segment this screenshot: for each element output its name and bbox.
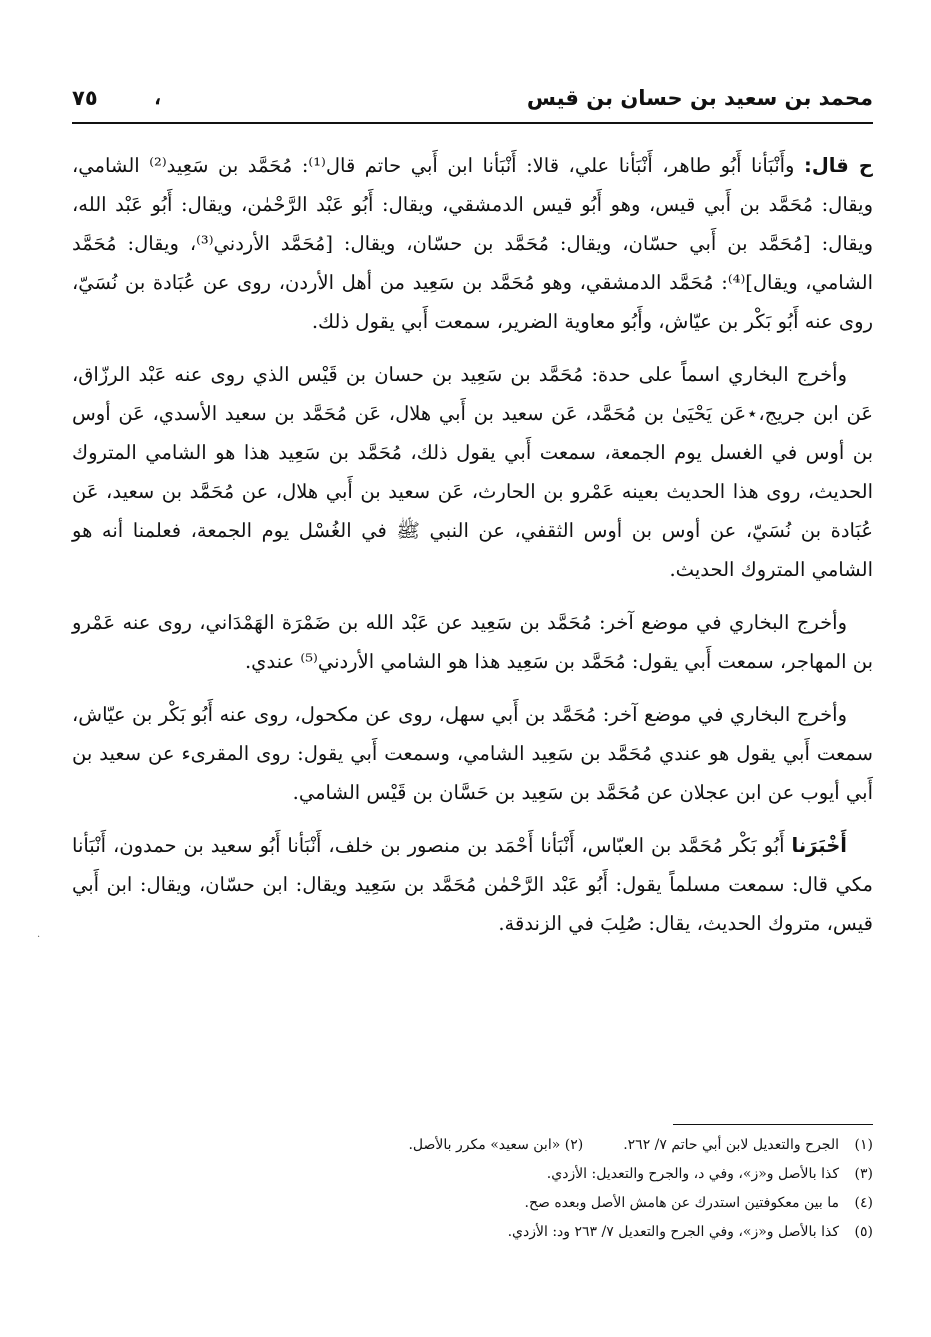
paragraph-text: أَبُو بَكْر مُحَمَّد بن العبّاس، أَنْبَأنا أَحْمَد بن منصور بن خلف، أَنْبَأنا أَبُو سعيد بن حمدون، أَنْبَأنا مكي قال: سمعت مسلماً يقول: أَبُو عَبْد الرَّحْمٰن مُحَمَّد بن سَعِيد ويقال: ابن حسّان، ويقال: ابن أَبي قيس، متروك الحديث، يقال: صُلِبَ في الزندقة. [72,834,873,935]
footnote-text: ما بين معكوفتين استدرك عن هامش الأصل وبعده صح. [524,1195,839,1211]
header-divider [72,122,873,124]
paragraph-3 [72,603,873,681]
footnote-4 [72,1189,873,1218]
footnote-text: كذا بالأصل و«ز»، وفي د، والجرح والتعديل: الأزدي. [546,1166,839,1182]
paragraph-1 [72,146,873,341]
paragraph-text: وأَنْبَأنا أَبُو طاهر، أَنْبَأنا علي، قالا: أَنْبَأنا ابن أَبي حاتم قال⁽¹⁾: مُحَمَّد بن سَعِيد⁽²⁾ الشامي، ويقال: مُحَمَّد بن أَبي قيس، وهو أَبُو قيس الدمشقي، ويقال: أَبُو عَبْد الرَّحْمٰن، ويقال: أَبُو عَبْد الله، ويقال: [مُحَمَّد بن أَبي حسّان، ويقال: مُحَمَّد بن حسّان، ويقال: [مُحَمَّد الأردني⁽³⁾، ويقال: مُحَمَّد الشامي، ويقال]⁽⁴⁾: مُحَمَّد الدمشقي، وهو مُحَمَّد بن سَعِيد من أهل الأردن، روى عن عُبَادة بن نُسَيّ، روى عنه أَبُو بَكْر بن عيّاش، وأَبُو معاوية الضرير، سمعت أَبي يقول ذلك. [72,154,873,333]
paragraph-text: وأخرج البخاري في موضع آخر: مُحَمَّد بن أَبي سهل، روى عن مكحول، روى عنه أَبُو بَكْر بن عيّاش، سمعت أَبي يقول هو عندي مُحَمَّد بن سَعِيد الشامي، وسمعت أَبي يقول: روى المقرىء عن سعيد بن أَبي أيوب عن ابن عجلان عن مُحَمَّد بن سَعِيد بن حَسَّان بن قَيْس الشامي. [72,703,873,804]
footnote-3 [72,1160,873,1189]
footnote-divider [673,1124,873,1125]
paragraph-4 [72,695,873,812]
footnote-number: (١) [854,1137,873,1153]
footnote-number: (٢) [564,1137,584,1153]
header-title: محمد بن سعيد بن حسان بن قيس [526,86,873,110]
paragraph-text: وأخرج البخاري اسماً على حدة: مُحَمَّد بن سَعِيد بن حسان بن قَيْس الذي روى عنه عَبْد الرزّاق، عَن ابن جريج،⋆عَن يَحْيَىٰ بن مُحَمَّد، عَن سعيد بن أَبي هلال، عَن مُحَمَّد بن سعيد الأسدي، عَن أوس بن أوس في الغسل يوم الجمعة، سمعت أَبي يقول ذلك، مُحَمَّد بن سَعِيد هذا هو الشامي المتروك الحديث، روى هذا الحديث بعينه عَمْرو بن الحارث، عَن سعيد بن أَبي هلال، عن مُحَمَّد بن سعيد، عَن عُبَادة بن نُسَيّ، عن أوس بن أوس الثقفي، عن النبي ﷺ في الغُسْل يوم الجمعة، فعلمنا أنه هو الشامي المتروك الحديث. [72,363,873,581]
footnote-5 [72,1218,873,1247]
paragraph-lead: أَخْبَرَنا [791,834,847,857]
footnotes [72,1124,873,1247]
footnote-text: كذا بالأصل و«ز»، وفي الجرح والتعديل ٧/ ٢٦٣ ود: الأزدي. [507,1224,839,1240]
running-header [72,80,873,124]
margin-mark: · [37,932,41,943]
paragraph-2 [72,355,873,589]
footnote-number: (٤) [854,1195,873,1211]
paragraph-5 [72,826,873,943]
footnote-1 [72,1131,873,1160]
main-text [72,146,873,957]
footnote-text: «ابن سعيد» مكرر بالأصل. [408,1137,561,1153]
paragraph-lead: ح قال: [804,154,873,177]
header-mark: ، [154,84,162,110]
footnote-text: الجرح والتعديل لابن أبي حاتم ٧/ ٢٦٢. [623,1137,839,1153]
page-number: ٧٥ [72,86,98,110]
footnote-number: (٥) [854,1224,873,1240]
footnote-number: (٣) [854,1166,873,1182]
paragraph-text: وأخرج البخاري في موضع آخر: مُحَمَّد بن سَعِيد عن عَبْد الله بن ضَمْرَة الهَمْدَاني، روى عنه عَمْرو بن المهاجر، سمعت أَبي يقول: مُحَمَّد بن سَعِيد هذا هو الشامي الأردني⁽⁵⁾ عندي. [72,611,873,673]
